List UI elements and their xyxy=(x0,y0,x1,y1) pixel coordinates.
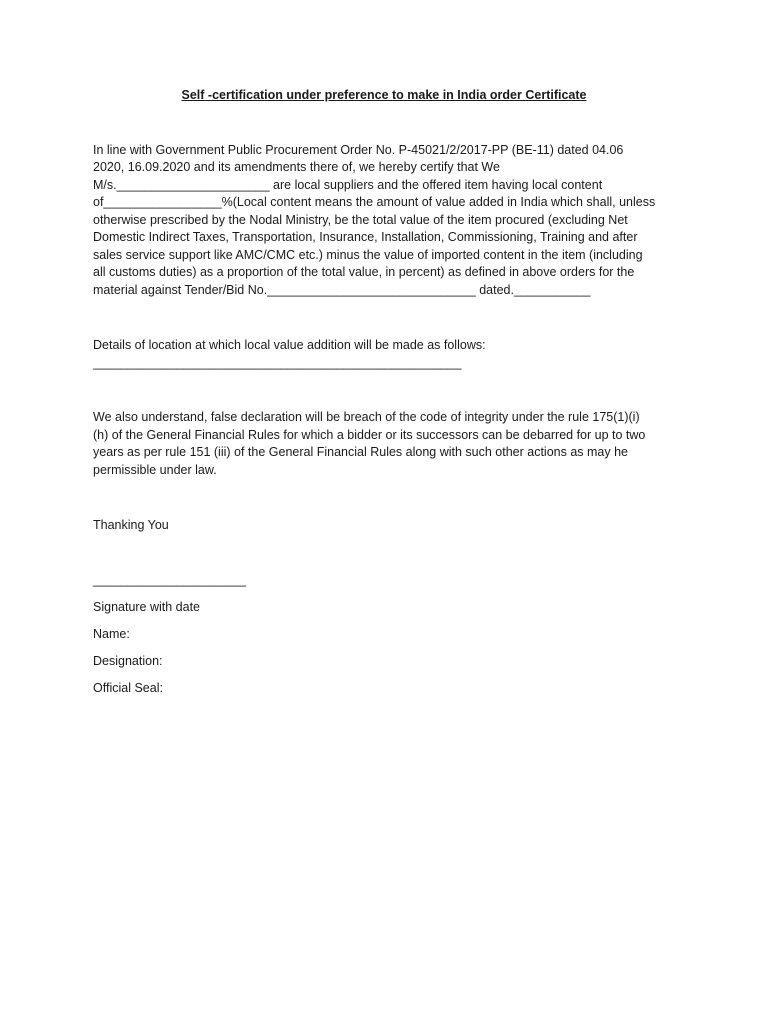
paragraph-line: years as per rule 151 (iii) of the General Financial Rules along with such other actions as may he xyxy=(93,445,628,459)
official-seal-label: Official Seal: xyxy=(93,681,163,695)
paragraph-line: of_________________%(Local content means the amount of value added in India which shall, unless xyxy=(93,195,656,209)
paragraph-line: permissible under law. xyxy=(93,463,217,477)
paragraph-line: In line with Government Public Procurement Order No. P-45021/2/2017-PP (BE-11) dated 04.06 xyxy=(93,143,624,157)
signature-line: ______________________ xyxy=(93,573,246,587)
paragraph-line: material against Tender/Bid No.______________________________ dated.___________ xyxy=(93,283,591,297)
closing-text: Thanking You xyxy=(93,518,169,532)
paragraph-line: Details of location at which local value addition will be made as follows: xyxy=(93,338,486,352)
paragraph-line: We also understand, false declaration will be breach of the code of integrity under the rule 175(1)(i) xyxy=(93,410,640,424)
paragraph-line: otherwise prescribed by the Nodal Ministry, be the total value of the item procured (excluding Net xyxy=(93,213,628,227)
location-blank-line: _____________________________________________________ xyxy=(93,356,462,370)
designation-label: Designation: xyxy=(93,654,163,668)
document-title: Self -certification under preference to make in India order Certificate xyxy=(181,88,587,102)
paragraph-line: Domestic Indirect Taxes, Transportation, Insurance, Installation, Commissioning, Training and after xyxy=(93,230,638,244)
paragraph-line: all customs duties) as a proportion of the total value, in percent) as defined in above orders for the xyxy=(93,265,635,279)
paragraph-line: M/s.______________________ are local suppliers and the offered item having local content xyxy=(93,178,603,192)
paragraph-line: (h) of the General Financial Rules for which a bidder or its successors can be debarred for up to two xyxy=(93,428,646,442)
signature-label: Signature with date xyxy=(93,600,201,614)
name-label: Name: xyxy=(93,627,130,641)
paragraph-line: 2020, 16.09.2020 and its amendments there of, we hereby certify that We xyxy=(93,160,500,174)
paragraph-line: sales service support like AMC/CMC etc.) minus the value of imported content in the item (including xyxy=(93,248,643,262)
